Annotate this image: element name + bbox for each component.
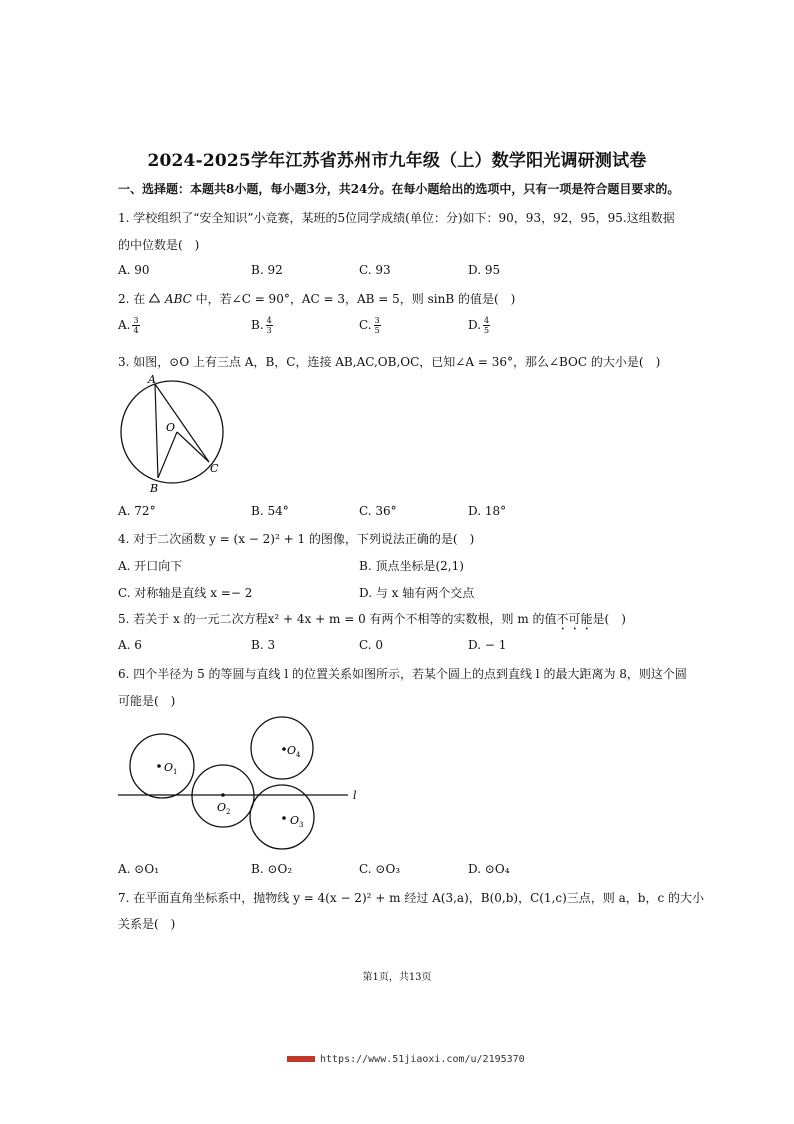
question-1-option-c: C. 93: [359, 263, 391, 277]
question-3-stem: 3. 如图，⊙O 上有三点 A，B，C，连接 AB,AC,OB,OC，已知∠A = 36°，那么∠BOC 的大小是( ): [118, 355, 661, 369]
watermark-url: https://www.51jiaoxi.com/u/2195370: [320, 1054, 525, 1065]
label-a: A: [148, 373, 156, 386]
label-o2-sub: 2: [226, 808, 231, 816]
center-o2: [221, 793, 225, 797]
label-o3: O: [290, 814, 300, 827]
circles-line-figure: [112, 710, 372, 860]
label-o1-sub: 1: [173, 768, 178, 776]
question-3-option-a: A. 72°: [118, 504, 156, 518]
question-1-line-2: 的中位数是( ): [118, 238, 200, 252]
label-o3-sub: 3: [299, 821, 304, 829]
question-1-option-d: D. 95: [468, 263, 501, 277]
question-5-text-end: 是( ): [592, 612, 626, 626]
question-6-option-a: A. ⊙O₁: [118, 862, 159, 876]
center-o3: [282, 816, 286, 820]
question-2-prefix: 2. 在: [118, 292, 146, 306]
label-b: B: [150, 482, 159, 495]
question-2-stem: [118, 290, 515, 307]
fraction: $\frac{4}{5}$: [484, 316, 490, 335]
question-3-option-c: C. 36°: [359, 504, 397, 518]
question-1-option-a: A. 90: [118, 263, 150, 277]
question-3-option-b: B. 54°: [251, 504, 289, 518]
question-2-option-b: [251, 316, 273, 335]
question-3-option-d: D. 18°: [468, 504, 507, 518]
question-2-option-a: [118, 316, 140, 335]
watermark-logo-icon: [287, 1056, 315, 1062]
question-1-option-b: B. 92: [251, 263, 283, 277]
circle-o1: [130, 734, 194, 798]
option-letter: D.: [468, 318, 482, 332]
circle-figure: [118, 368, 238, 498]
question-5-stem: [118, 610, 626, 633]
fraction: $\frac{3}{4}$: [133, 316, 139, 335]
label-o4: O: [287, 744, 297, 757]
question-2-text: 中，若∠C = 90°，AC = 3，AB = 5，则 sinB 的值是( ): [195, 292, 516, 306]
question-5-option-a: A. 6: [118, 638, 142, 652]
question-6-option-b: B. ⊙O₂: [251, 862, 293, 876]
question-4-option-a: A. 开口向下: [118, 559, 183, 573]
circle-o4: [251, 717, 313, 779]
question-5-option-c: C. 0: [359, 638, 384, 652]
label-o: O: [166, 421, 176, 434]
center-o4: [282, 747, 286, 751]
center-o1: [157, 764, 161, 768]
question-5-text: 5. 若关于 x 的一元二次方程x² + 4x + m = 0 有两个不相等的实数根，则 m 的值: [118, 612, 557, 626]
fraction: $\frac{4}{3}$: [266, 316, 272, 335]
triangle-symbol: [149, 292, 161, 306]
segment-ac: [155, 384, 209, 462]
fraction: $\frac{3}{5}$: [374, 316, 380, 335]
triangle-icon: [149, 293, 160, 303]
segment-ab: [155, 384, 158, 478]
question-7-line-1: 7. 在平面直角坐标系中，抛物线 y = 4(x − 2)² + m 经过 A(3,a)，B(0,b)，C(1,c)三点，则 a，b，c 的大小: [118, 891, 704, 905]
label-o2: O: [217, 801, 227, 814]
question-2-option-d: [468, 316, 490, 335]
segment-ob: [158, 432, 177, 478]
triangle-name: ABC: [164, 292, 192, 306]
option-letter: A.: [118, 318, 131, 332]
question-7-line-2: 关系是( ): [118, 917, 176, 931]
question-6-line-1: 6. 四个半径为 5 的等圆与直线 l 的位置关系如图所示，若某个圆上的点到直线 l 的最大距离为 8，则这个圆: [118, 667, 687, 681]
label-c: C: [210, 462, 219, 475]
question-6-line-2: 可能是( ): [118, 694, 176, 708]
label-l: l: [353, 789, 357, 802]
question-2-option-c: [359, 316, 381, 335]
page-footer: 第1页，共13页: [362, 972, 432, 983]
question-5-emphasis: 不可能: [556, 612, 593, 626]
question-4-option-c: C. 对称轴是直线 x =− 2: [118, 586, 253, 600]
question-6-option-c: C. ⊙O₃: [359, 862, 401, 876]
question-5-option-d: D. − 1: [468, 638, 507, 652]
label-o4-sub: 4: [296, 751, 301, 759]
question-4-option-d: D. 与 x 轴有两个交点: [359, 586, 475, 600]
question-6-option-d: D. ⊙O₄: [468, 862, 510, 876]
option-letter: B.: [251, 318, 264, 332]
question-4-stem: 4. 对于二次函数 y = (x − 2)² + 1 的图像，下列说法正确的是( ): [118, 532, 475, 546]
segment-oc: [177, 432, 209, 462]
question-1-line-1: 1. 学校组织了“安全知识”小竞赛，某班的5位同学成绩(单位：分)如下：90，93，92，95，95.这组数据: [118, 211, 675, 225]
question-4-option-b: B. 顶点坐标是(2,1): [359, 559, 464, 573]
page-title: 2024-2025学年江苏省苏州市九年级（上）数学阳光调研测试卷: [147, 151, 647, 171]
label-o1: O: [164, 761, 174, 774]
section-heading: 一、选择题：本题共8小题，每小题3分，共24分。在每小题给出的选项中，只有一项是符合题目要求的。: [118, 182, 680, 196]
option-letter: C.: [359, 318, 372, 332]
question-5-option-b: B. 3: [251, 638, 276, 652]
watermark: [287, 1054, 525, 1065]
